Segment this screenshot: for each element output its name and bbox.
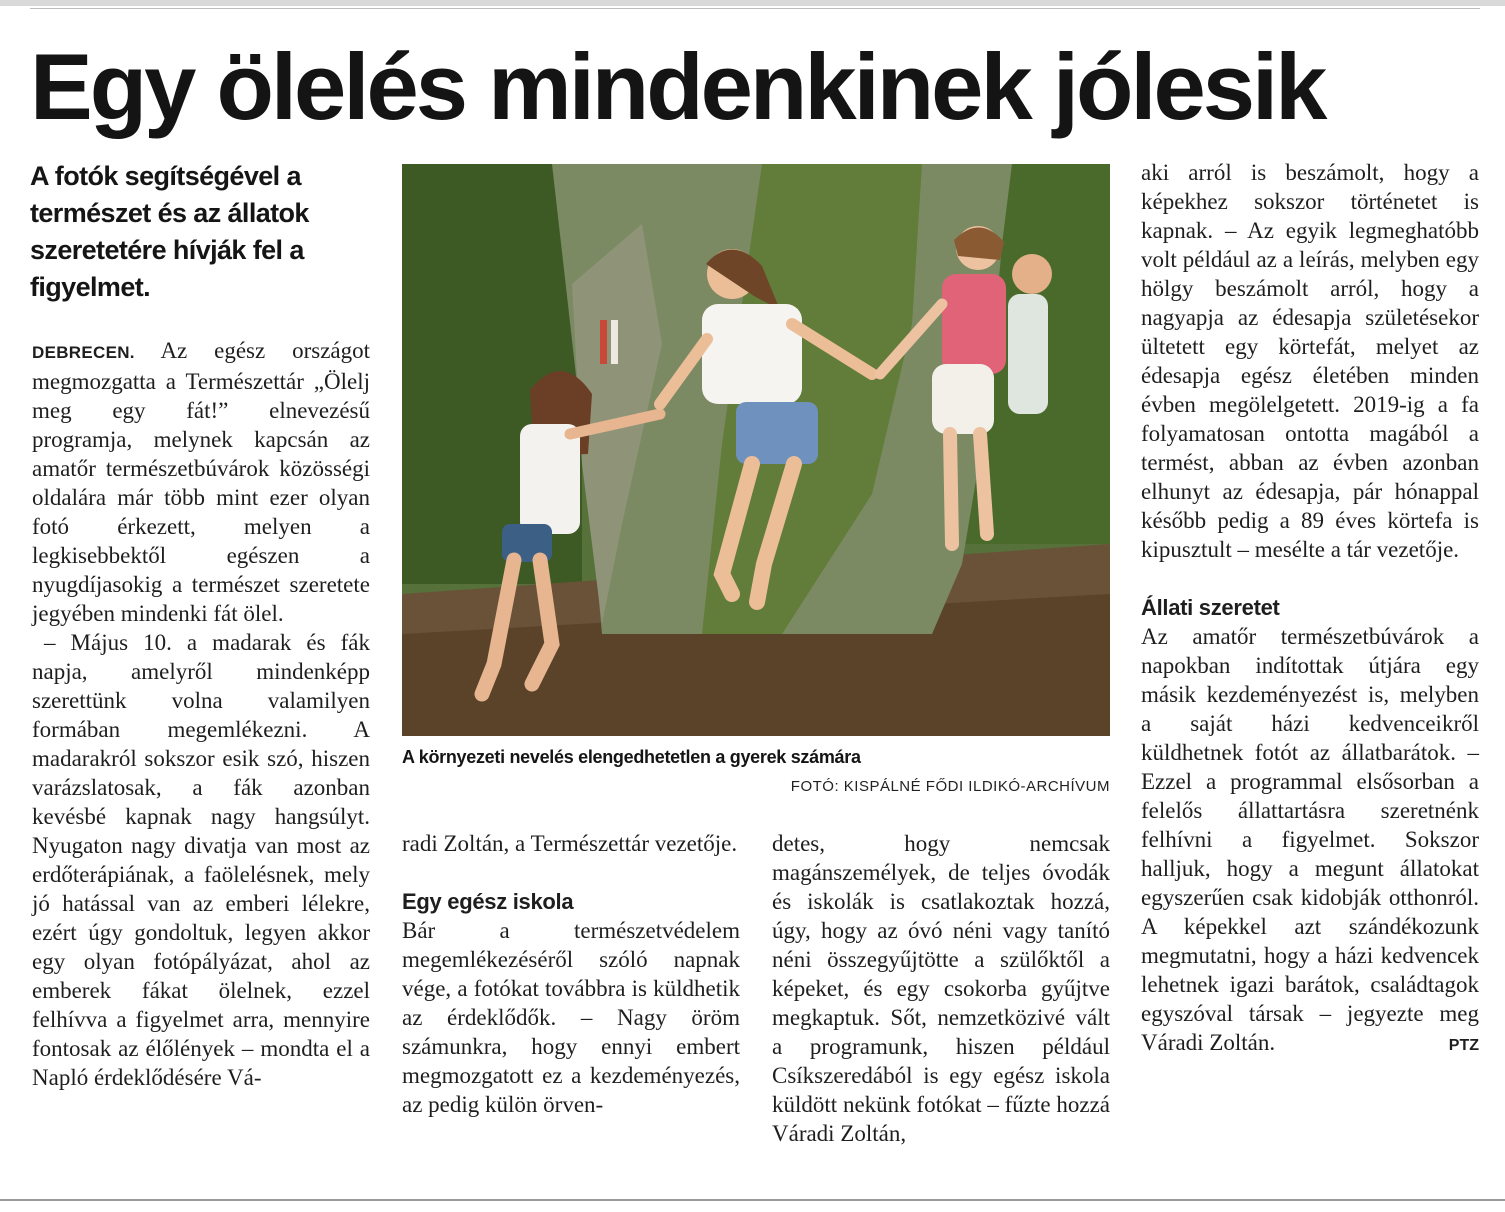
dateline: DEBRECEN.: [32, 343, 135, 362]
lead-paragraph: A fotók segítségével a természet és az állatok szeretetére hívják fel a figyelmet.: [30, 161, 309, 302]
paragraph-text: Az egész országot megmozgatta a Természettár „Ölelj meg egy fát!” elnevezésű programja, melynek kapcsán az amatőr természetbúvárok közösségi oldalára már több mint ezer olyan fotó érkezett, melyen a legkisebbektől egészen a nyugdíjasokig a természet szeretete jegyében mindenki fát ölel.: [32, 338, 370, 626]
paragraph: detes, hogy nemcsak magánszemélyek, de teljes óvodák és iskolák is csatlakoztak hozzá, úgy, hogy az óvó néni vagy tanító néni összegyűjtötte a szülőktől a képeket, és egy csokorba gyűjtve megkaptuk. Sőt, nemzetközivé vált a programunk, hiszen például Csíkszeredából is egy egész iskola küldött nekünk fotókat – fűzte hozzá Váradi Zoltán,: [772, 831, 1110, 1146]
column-2: [402, 829, 740, 1119]
top-rule: [30, 8, 1480, 9]
paragraph: [32, 336, 370, 628]
paragraph: [1141, 622, 1479, 1057]
top-gray-band: [0, 0, 1505, 6]
subheading: Állati szeretet: [1141, 595, 1280, 620]
author-signature: PTZ: [1448, 1037, 1479, 1054]
photo-caption: A környezeti nevelés elengedhetetlen a gyerek számára: [402, 747, 861, 767]
paragraph: – Május 10. a madarak és fák napja, amelyről mindenképp szerettünk volna valamilyen formában megemlékezni. A madarakról sokszor esik szó, hiszen varázslatosak, a fák azonban kevésbé kapnak nagy hangsúlyt. Nyugaton nagy divatja van most az erdőterápiának, a faölelésnek, mely jó hatással van az emberi lélekre, ezért úgy gondoltuk, legyen akkor egy olyan fotópályázat, ahol az emberek fákat ölelnek, ezzel felhívva a figyelmet arra, mennyire fontosak az élőlények – mondta el a Napló érdeklődésére Vá-: [32, 630, 370, 1090]
article-photo: [402, 164, 1110, 736]
photo-children-hugging-tree: [402, 164, 1110, 736]
paragraph: Bár a természetvédelem megemlékezéséről szóló napnak vége, a fotókat továbbra is küldhetik az érdeklődők. – Nagy öröm számunkra, hogy ennyi embert megmozgatott ez a kezdeményezés, az pedig külön örven-: [402, 918, 740, 1117]
photo-credit: FOTÓ: KISPÁLNÉ FŐDI ILDIKÓ-ARCHÍVUM: [790, 778, 1110, 795]
paragraph: radi Zoltán, a Természettár vezetője.: [402, 831, 738, 856]
subheading: Egy egész iskola: [402, 889, 574, 914]
paragraph-text: Az amatőr természetbúvárok a napokban indítottak útjára egy másik kezdeményezést is, melyben a saját házi kedvenceikről küldhetnek fotót az állatbarátok. – Ezzel a programmal elsősorban a felelős állattartásra szeretnénk felhívni a figyelmet. Sokszor halljuk, hogy a megunt állatokat egyszerűen csak kidobják otthonról. A képekkel azt szándékozunk megmutatni, hogy a házi kedvencek lehetnek igazi barátok, családtagok egyszóval társak – jegyezte meg Váradi Zoltán.: [1141, 624, 1479, 1055]
bottom-rule: [0, 1199, 1505, 1201]
column-4: [1141, 158, 1479, 1060]
paragraph: aki arról is beszámolt, hogy a képekhez sokszor történetet is kapnak. – Az egyik legmeghatóbb volt például az a leírás, melyben egy hölgy beszámolt arról, hogy a nagyapja az édesapja születésekor ültetett egy körtefát, melyet az édesapja egész életében minden évben megölelgetett. 2019-ig a fa folyamatosan ontotta magából a termést, abban az évben azonban elhunyt az édesapja, pár hónappal később pedig a 89 éves körtefa is kipusztult – mesélte a tár vezetője.: [1141, 160, 1479, 562]
column-1: [32, 336, 370, 1092]
headline: Egy ölelés mindenkinek jólesik: [30, 34, 1325, 139]
column-3: [772, 829, 1110, 1148]
